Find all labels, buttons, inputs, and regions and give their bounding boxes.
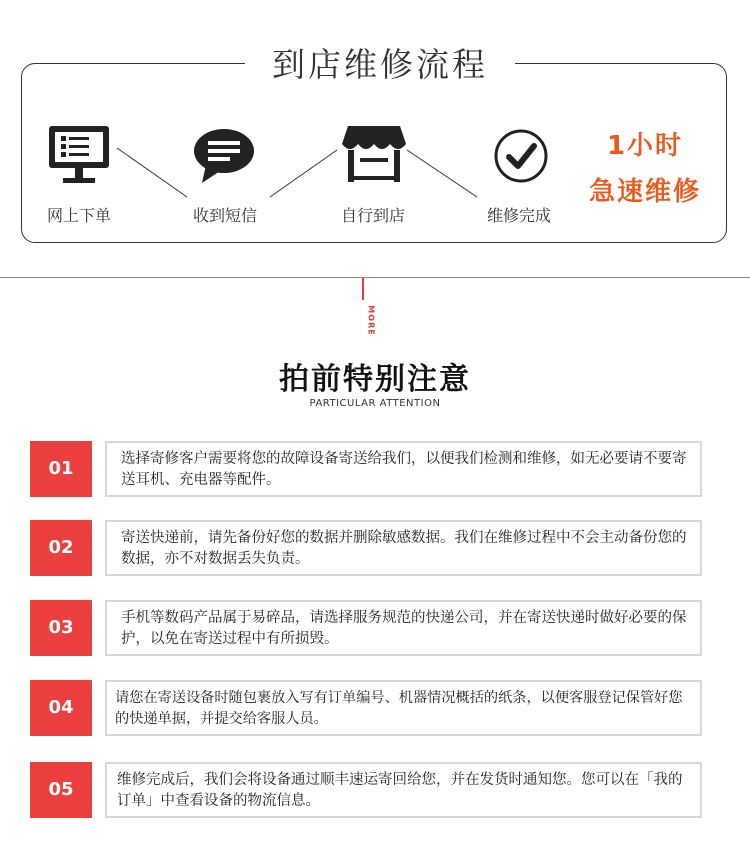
promo-line-1: 1小时	[606, 131, 684, 161]
note-number: 04	[30, 680, 92, 736]
note-text: 手机等数码产品属于易碎品，请选择服务规范的快递公司，并在寄送快递时做好必要的保护，以免在寄送过程中有所损毁。	[105, 600, 702, 656]
step-label-2: 收到短信	[192, 206, 257, 225]
chat-bubble-icon	[192, 127, 256, 185]
section-title: 拍前特别注意	[279, 362, 471, 397]
note-number: 05	[30, 762, 92, 818]
check-circle-icon	[493, 128, 549, 184]
note-item-5	[30, 762, 702, 818]
promo-text	[580, 123, 710, 215]
note-item-4	[30, 680, 702, 736]
more-label: MORE	[366, 305, 376, 336]
connector-line-1	[117, 148, 187, 197]
note-item-3	[30, 600, 702, 656]
note-number: 03	[30, 600, 92, 656]
process-title: 到店维修流程	[245, 40, 515, 90]
note-number: 01	[30, 441, 92, 497]
monitor-list-icon	[47, 124, 111, 186]
note-text: 请您在寄送设备时随包裹放入写有订单编号、机器情况概括的纸条，以便客服登记保管好您的快递单据，并提交给客服人员。	[105, 680, 702, 736]
section-divider	[0, 277, 750, 278]
note-text: 维修完成后，我们会将设备通过顺丰速运寄回给您，并在发货时通知您。您可以在「我的订单」中查看设备的物流信息。	[105, 762, 702, 818]
connector-line-3	[407, 150, 477, 197]
step-label-3: 自行到店	[340, 206, 405, 225]
promo-line-2: 急速维修	[588, 177, 701, 207]
connector-line-2	[270, 150, 337, 197]
note-text: 寄送快递前，请先备份好您的数据并删除敏感数据。我们在维修过程中不会主动备份您的数据，亦不对数据丢失负责。	[105, 520, 702, 576]
note-text: 选择寄修客户需要将您的故障设备寄送给我们，以便我们检测和维修，如无必要请不要寄送耳机、充电器等配件。	[105, 441, 702, 497]
step-label-1: 网上下单	[46, 206, 111, 225]
more-tick	[362, 278, 364, 300]
note-item-1	[30, 441, 702, 497]
note-item-2	[30, 520, 702, 576]
storefront-icon	[340, 124, 408, 186]
step-label-4: 维修完成	[486, 206, 551, 225]
section-subtitle: PARTICULAR ATTENTION	[309, 398, 441, 409]
note-number: 02	[30, 520, 92, 576]
